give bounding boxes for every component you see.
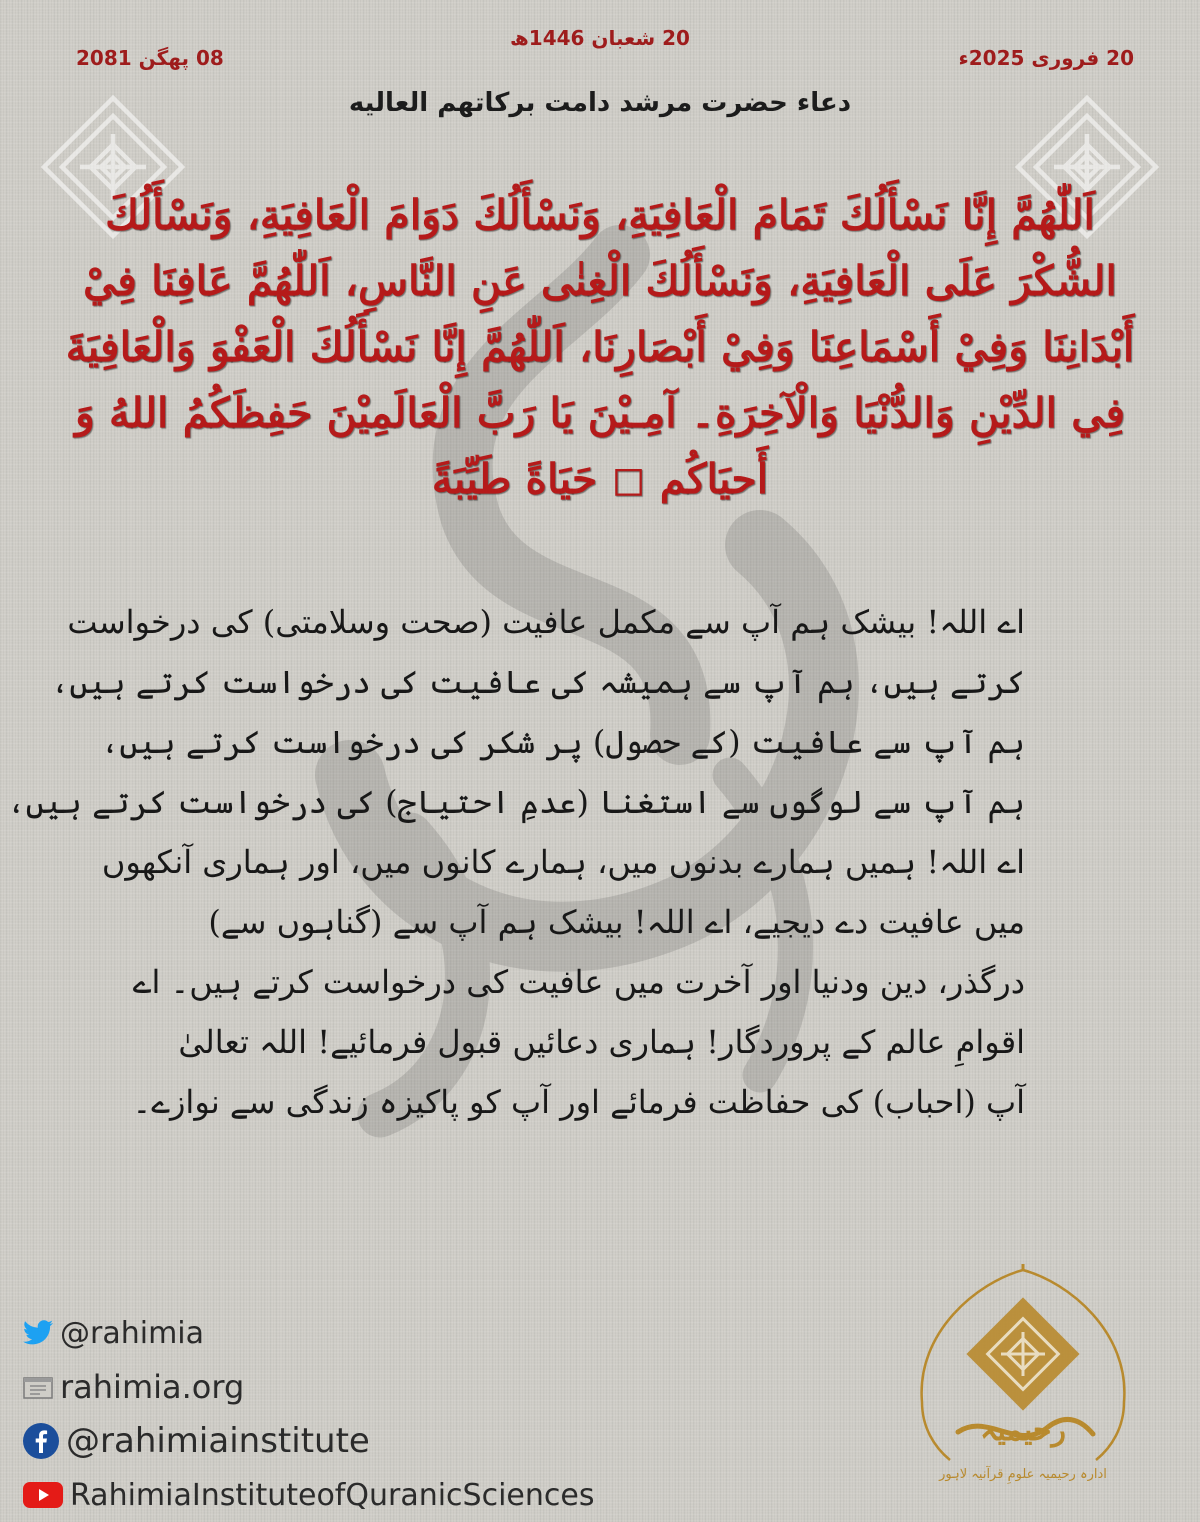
facebook-handle: @rahimiainstitute bbox=[66, 1421, 370, 1461]
web-icon bbox=[22, 1373, 54, 1401]
website-url: rahimia.org bbox=[60, 1368, 245, 1406]
translation-line: اے اللہ! ہمیں ہمارے بدنوں میں، ہمارے کانوں میں، اور ہماری آنکھوں bbox=[101, 843, 1025, 881]
facebook-icon bbox=[22, 1422, 60, 1460]
translation-line: آپ (احباب) کی حفاظت فرمائے اور آپ کو پاکیزہ زندگی سے نوازے۔ bbox=[132, 1083, 1025, 1121]
twitter-handle: @rahimia bbox=[60, 1315, 205, 1351]
twitter-link[interactable] bbox=[22, 1306, 594, 1360]
facebook-link[interactable] bbox=[22, 1414, 594, 1468]
hijri-date: 20 شعبان 1446ھ bbox=[510, 26, 690, 50]
page-title: دعاء حضرت مرشد دامت برکاتهم العاليه bbox=[348, 88, 852, 118]
rahimia-logo bbox=[898, 1262, 1148, 1498]
logo-subtitle: ادارہ رحیمیہ علومِ قرآنیہ لاہور bbox=[939, 1467, 1107, 1482]
bikrami-date: 08 پھگن 2081 bbox=[76, 46, 224, 70]
website-link[interactable] bbox=[22, 1360, 594, 1414]
social-links bbox=[22, 1306, 594, 1522]
youtube-link[interactable] bbox=[22, 1468, 594, 1522]
translation-line: ہم آپ سے لوگوں سے استغنا (عدمِ احتیاج) کی درخواست کرتے ہیں، bbox=[6, 783, 1025, 821]
translation-line: میں عافیت دے دیجیے، اے اللہ! بیشک ہم آپ سے (گناہوں سے) bbox=[208, 903, 1025, 941]
translation-line: ہم آپ سے عافیت (کے حصول) پر شکر کی درخواست کرتے ہیں، bbox=[100, 723, 1025, 761]
logo-name: رحیمیہ bbox=[979, 1413, 1067, 1448]
translation-line: کرتے ہیں، ہم آپ سے ہمیشہ کی عافیت کی درخواست کرتے ہیں، bbox=[50, 663, 1025, 701]
translation-line: درگذر، دین ودنیا اور آخرت میں عافیت کی درخواست کرتے ہیں۔ اے bbox=[132, 963, 1025, 1001]
urdu-translation bbox=[6, 592, 1025, 1132]
youtube-channel: RahimiaInstituteofQuranicSciences bbox=[70, 1477, 595, 1513]
translation-line: اقوامِ عالم کے پروردگار! ہماری دعائیں قبول فرمائیے! اللہ تعالیٰ bbox=[178, 1023, 1025, 1061]
arabic-dua-text: اَللّٰهُمَّ إِنَّا نَسْأَلُكَ تَمَامَ الْعَافِيَةِ، وَنَسْأَلُكَ دَوَامَ الْعَافِيَةِ، وَنَسْأَلُكَ الشُّكْرَ عَلَى الْعَافِيَةِ، وَنَسْأَلُكَ الْغِنٰى عَنِ النَّاسِ، اَللّٰهُمَّ عَافِنَا فِيْ أَبْدَانِنَا وَفِيْ أَسْمَاعِنَا وَفِيْ أَبْصَارِنَا، اَللّٰهُمَّ إِنَّا نَسْأَلُكَ الْعَفْوَ وَالْعَافِيَةَ فِي الدِّيْنِ وَالدُّنْيَا وَالْآخِرَةِ۔ آمِـيْنَ يَا رَبَّ الْعَالَمِيْنَ حَفِظَكُمُ اللهُ وَ أَحيَاكُم ◻ حَيَاةً طَيِّبَةً bbox=[65, 191, 1135, 503]
twitter-icon bbox=[22, 1319, 54, 1347]
translation-line: اے اللہ! بیشک ہم آپ سے مکمل عافیت (صحت وسلامتی) کی درخواست bbox=[67, 603, 1025, 641]
youtube-icon bbox=[22, 1480, 64, 1510]
gregorian-date: 20 فروری 2025ء bbox=[958, 46, 1134, 70]
